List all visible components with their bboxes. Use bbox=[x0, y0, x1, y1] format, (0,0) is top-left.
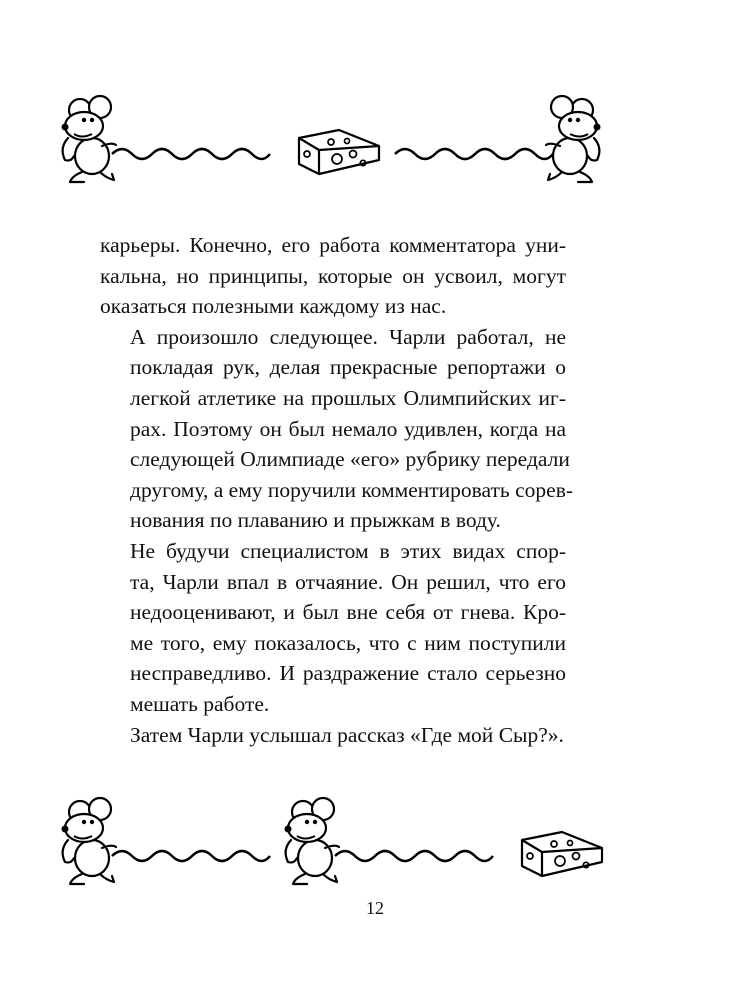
text-line: та, Чарли впал в отчаяние. Он решил, что его bbox=[130, 569, 566, 594]
text-line: карьеры. Конечно, его работа комментатора уни- bbox=[100, 233, 566, 257]
paragraph-3 bbox=[100, 536, 566, 720]
cheese-icon bbox=[520, 830, 606, 878]
text-line: следующей Олимпиаде «его» рубрику передали bbox=[130, 447, 570, 472]
text-line: покладая рук, делая прекрасные репортажи о bbox=[130, 355, 566, 380]
text-line: нования по плаванию и прыжкам в воду. bbox=[130, 508, 501, 533]
top-ornament bbox=[0, 88, 750, 198]
body-text bbox=[100, 230, 574, 750]
text-line: ме того, ему показалось, что с ним поступили bbox=[130, 630, 566, 655]
tail-icon bbox=[112, 140, 272, 166]
text-line: Затем Чарли услышал рассказ «Где мой Сыр?». bbox=[130, 722, 564, 747]
text-line: несправедливо. И раздражение стало серьезно bbox=[130, 661, 566, 686]
text-line: Не будучи специалистом в этих видах спор- bbox=[130, 538, 566, 563]
bottom-ornament bbox=[0, 790, 750, 900]
text-line: легкой атлетике на прошлых Олимпийских иг- bbox=[130, 385, 566, 410]
text-line: рах. Поэтому он был немало удивлен, когда на bbox=[130, 416, 566, 441]
tail-icon bbox=[112, 842, 272, 868]
mouse-icon bbox=[530, 96, 610, 186]
paragraph-2 bbox=[100, 322, 574, 536]
text-line: кальна, но принципы, которые он усвоил, могут bbox=[100, 263, 566, 288]
page-number: 12 bbox=[366, 898, 384, 918]
text-line: недооценивают, и был вне себя от гнева. Кро- bbox=[130, 600, 566, 625]
tail-icon bbox=[335, 842, 495, 868]
text-line: мешать работе. bbox=[130, 691, 270, 716]
text-line: оказаться полезными каждому из нас. bbox=[100, 294, 447, 319]
paragraph-1 bbox=[100, 230, 566, 322]
text-line: А произошло следующее. Чарли работал, не bbox=[130, 324, 566, 349]
paragraph-4 bbox=[100, 720, 566, 751]
text-line: другому, а ему поручили комментировать сорев- bbox=[130, 477, 574, 502]
cheese-icon bbox=[297, 128, 383, 176]
